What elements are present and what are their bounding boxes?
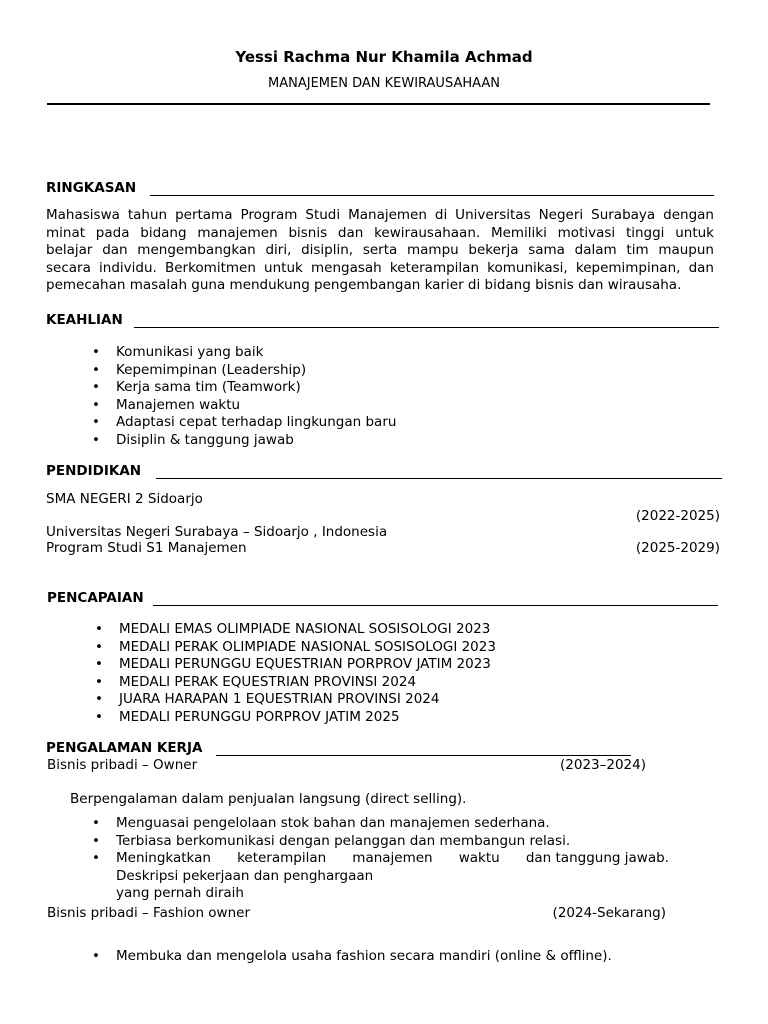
- heading-underline: [156, 478, 722, 479]
- summary-line: belajar dan mengembangkan diri, disiplin, serta mampu bekerja sama dalam tim maupun: [46, 242, 714, 258]
- job-duties-list: [116, 815, 669, 868]
- school-years: (2022-2025): [635, 508, 720, 524]
- university-name: Universitas Negeri Surabaya – Sidoarjo , Indonesia: [46, 524, 388, 540]
- header-divider: [47, 103, 710, 105]
- section-heading-pendidikan: [46, 463, 722, 479]
- job-title: Bisnis pribadi – Fashion owner: [47, 905, 251, 921]
- study-program: Program Studi S1 Manajemen: [46, 540, 247, 556]
- job-description-line: Deskripsi pekerjaan dan penghargaan: [116, 868, 374, 884]
- summary-line: Mahasiswa tahun pertama Program Studi Manajemen di Universitas Negeri Surabaya dengan: [46, 207, 714, 223]
- section-title: PENDIDIKAN: [46, 463, 142, 479]
- heading-underline: [153, 605, 718, 606]
- summary-line: secara individu. Berkomitmen untuk mengasah keterampilan komunikasi, kepemimpinan, dan: [46, 259, 714, 276]
- section-heading-pencapaian: [47, 590, 718, 606]
- list-item: • Disiplin & tanggung jawab: [116, 432, 396, 450]
- list-item: • JUARA HARAPAN 1 EQUESTRIAN PROVINSI 2024: [119, 691, 496, 709]
- list-item: • Menguasai pengelolaan stok bahan dan manajemen sederhana.: [116, 815, 669, 833]
- list-item: • MEDALI PERUNGGU PORPROV JATIM 2025: [119, 709, 496, 727]
- list-item: • MEDALI PERUNGGU EQUESTRIAN PORPROV JATIM 2023: [119, 656, 496, 674]
- list-item: • Manajemen waktu: [116, 397, 396, 415]
- list-item: • Komunikasi yang baik: [116, 344, 396, 362]
- university-years: (2025-2029): [635, 540, 720, 556]
- section-title: RINGKASAN: [46, 180, 137, 196]
- list-item: • MEDALI EMAS OLIMPIADE NASIONAL SOSISOLOGI 2023: [119, 621, 496, 639]
- resume-name: Yessi Rachma Nur Khamila Achmad: [235, 48, 533, 66]
- job-intro: Berpengalaman dalam penjualan langsung (direct selling).: [70, 791, 467, 807]
- list-item-word: waktu: [458, 850, 500, 866]
- job-years: (2024-Sekarang): [552, 905, 666, 921]
- list-item-word: manajemen: [352, 850, 433, 866]
- heading-underline: [134, 327, 719, 328]
- list-item: • Kerja sama tim (Teamwork): [116, 379, 396, 397]
- heading-underline: [216, 755, 631, 756]
- summary-paragraph: [46, 207, 714, 295]
- list-item: • Kepemimpinan (Leadership): [116, 362, 396, 380]
- skills-list: [116, 344, 396, 449]
- list-item: • Adaptasi cepat terhadap lingkungan baru: [116, 414, 396, 432]
- school-name: SMA NEGERI 2 Sidoarjo: [46, 491, 203, 507]
- summary-line: minat pada bidang manajemen bisnis dan kewirausahaan. Memiliki motivasi tinggi untuk: [46, 224, 714, 241]
- list-item: • MEDALI PERAK EQUESTRIAN PROVINSI 2024: [119, 674, 496, 692]
- achievements-list: [119, 621, 496, 726]
- section-title: KEAHLIAN: [46, 312, 123, 328]
- list-item: • Membuka dan mengelola usaha fashion secara mandiri (online & offline).: [116, 948, 612, 966]
- section-title: PENGALAMAN KERJA: [46, 740, 203, 756]
- job-description-line: yang pernah diraih: [116, 885, 244, 901]
- list-item: • MEDALI PERAK OLIMPIADE NASIONAL SOSISOLOGI 2023: [119, 639, 496, 657]
- list-item: • Terbiasa berkomunikasi dengan pelanggan dan membangun relasi.: [116, 833, 669, 851]
- job-years: (2023–2024): [560, 757, 646, 773]
- list-item: [116, 850, 669, 868]
- list-item-word: dan tanggung jawab.: [525, 850, 669, 866]
- summary-line: pemecahan masalah guna mendukung pengembangan karier di bidang bisnis dan wirausaha.: [46, 277, 682, 293]
- list-item-word: • Meningkatkan: [116, 850, 211, 866]
- section-heading-keahlian: [46, 312, 719, 328]
- job-title: Bisnis pribadi – Owner: [47, 757, 198, 773]
- section-title: PENCAPAIAN: [47, 590, 144, 606]
- heading-underline: [150, 195, 714, 196]
- job-duties-list: [116, 948, 612, 966]
- list-item-word: keterampilan: [237, 850, 327, 866]
- section-heading-pengalaman: [46, 740, 631, 756]
- resume-major: MANAJEMEN DAN KEWIRAUSAHAAN: [268, 76, 500, 91]
- section-heading-ringkasan: [46, 180, 714, 196]
